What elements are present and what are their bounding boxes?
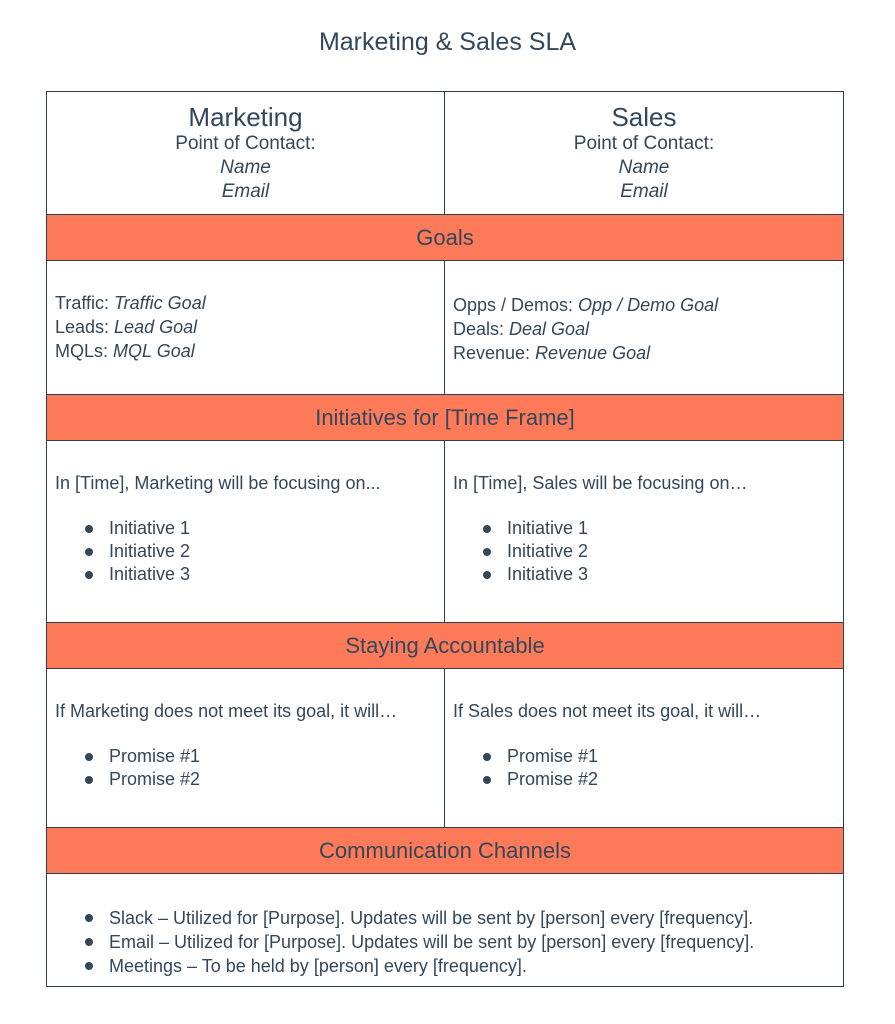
sla-table xyxy=(46,91,844,987)
goal-label: Revenue: xyxy=(453,343,536,363)
sales-contact-cell xyxy=(445,92,843,214)
channel-text: – Utilized for [Purpose]. Updates will be sent by [person] every [frequency]. xyxy=(154,932,755,952)
list-item xyxy=(83,930,843,954)
list-item: Promise #2 xyxy=(83,768,444,791)
goal-value: MQL Goal xyxy=(113,341,195,361)
list-item: Promise #2 xyxy=(481,768,843,791)
channel-text: – Utilized for [Purpose]. Updates will be sent by [person] every [frequency]. xyxy=(153,908,754,928)
marketing-poc-label: Point of Contact: xyxy=(175,133,316,154)
list-item xyxy=(83,954,843,978)
channels-list xyxy=(55,906,843,978)
channel-name: Slack xyxy=(109,908,154,928)
list-item xyxy=(83,906,843,930)
goal-line xyxy=(55,315,444,339)
marketing-initiatives-intro: In [Time], Marketing will be focusing on... xyxy=(55,473,381,493)
marketing-accountable-intro: If Marketing does not meet its goal, it will… xyxy=(55,701,398,721)
sales-poc-name: Name xyxy=(618,157,670,178)
channel-text: – To be held by [person] every [frequency]. xyxy=(182,956,527,976)
sales-promises-list xyxy=(453,745,843,791)
marketing-poc-name: Name xyxy=(220,157,271,178)
sales-goals-cell xyxy=(445,261,843,394)
accountable-row xyxy=(47,669,843,828)
goal-label: Traffic: xyxy=(55,293,115,313)
list-item: Promise #1 xyxy=(481,745,843,768)
list-item: Initiative 2 xyxy=(83,540,444,563)
marketing-team-name: Marketing xyxy=(188,102,303,132)
list-item: Initiative 3 xyxy=(481,563,843,586)
initiatives-header: Initiatives for [Time Frame] xyxy=(47,395,843,441)
communication-cell xyxy=(47,874,843,986)
list-item: Initiative 1 xyxy=(83,517,444,540)
goal-line xyxy=(55,339,444,363)
goal-line xyxy=(453,341,843,365)
marketing-initiatives-list xyxy=(55,517,444,586)
goals-header: Goals xyxy=(47,215,843,261)
channel-name: Meetings xyxy=(109,956,183,976)
goals-row xyxy=(47,261,843,395)
goal-label: Leads: xyxy=(55,317,115,337)
communication-header: Communication Channels xyxy=(47,828,843,874)
marketing-initiatives-cell xyxy=(47,441,445,622)
goal-value: Revenue Goal xyxy=(535,343,651,363)
goal-value: Opp / Demo Goal xyxy=(578,295,719,315)
goal-value: Deal Goal xyxy=(509,319,590,339)
accountable-header: Staying Accountable xyxy=(47,623,843,669)
sales-initiatives-list xyxy=(453,517,843,586)
list-item: Initiative 2 xyxy=(481,540,843,563)
marketing-accountable-cell xyxy=(47,669,445,827)
list-item: Initiative 3 xyxy=(83,563,444,586)
channel-name: Email xyxy=(109,932,155,952)
goal-line xyxy=(453,317,843,341)
contacts-row xyxy=(47,92,843,215)
marketing-promises-list xyxy=(55,745,444,791)
goal-line xyxy=(55,291,444,315)
sales-initiatives-cell xyxy=(445,441,843,622)
sales-poc-label: Point of Contact: xyxy=(573,133,715,154)
goal-label: Deals: xyxy=(453,319,510,339)
initiatives-row xyxy=(47,441,843,623)
marketing-poc-email: Email xyxy=(221,181,270,202)
goal-value: Traffic Goal xyxy=(114,293,206,313)
sales-accountable-cell xyxy=(445,669,843,827)
sales-team-name: Sales xyxy=(611,102,677,132)
list-item: Promise #1 xyxy=(83,745,444,768)
goal-line xyxy=(453,293,843,317)
list-item: Initiative 1 xyxy=(481,517,843,540)
marketing-contact-cell xyxy=(47,92,445,214)
marketing-goals-cell xyxy=(47,261,445,394)
goal-label: Opps / Demos: xyxy=(453,295,579,315)
sales-initiatives-intro: In [Time], Sales will be focusing on… xyxy=(453,473,748,493)
goal-label: MQLs: xyxy=(55,341,114,361)
document-title: Marketing & Sales SLA xyxy=(318,28,577,56)
sales-accountable-intro: If Sales does not meet its goal, it will… xyxy=(453,701,762,721)
sales-poc-email: Email xyxy=(620,181,668,202)
goal-value: Lead Goal xyxy=(114,317,198,337)
